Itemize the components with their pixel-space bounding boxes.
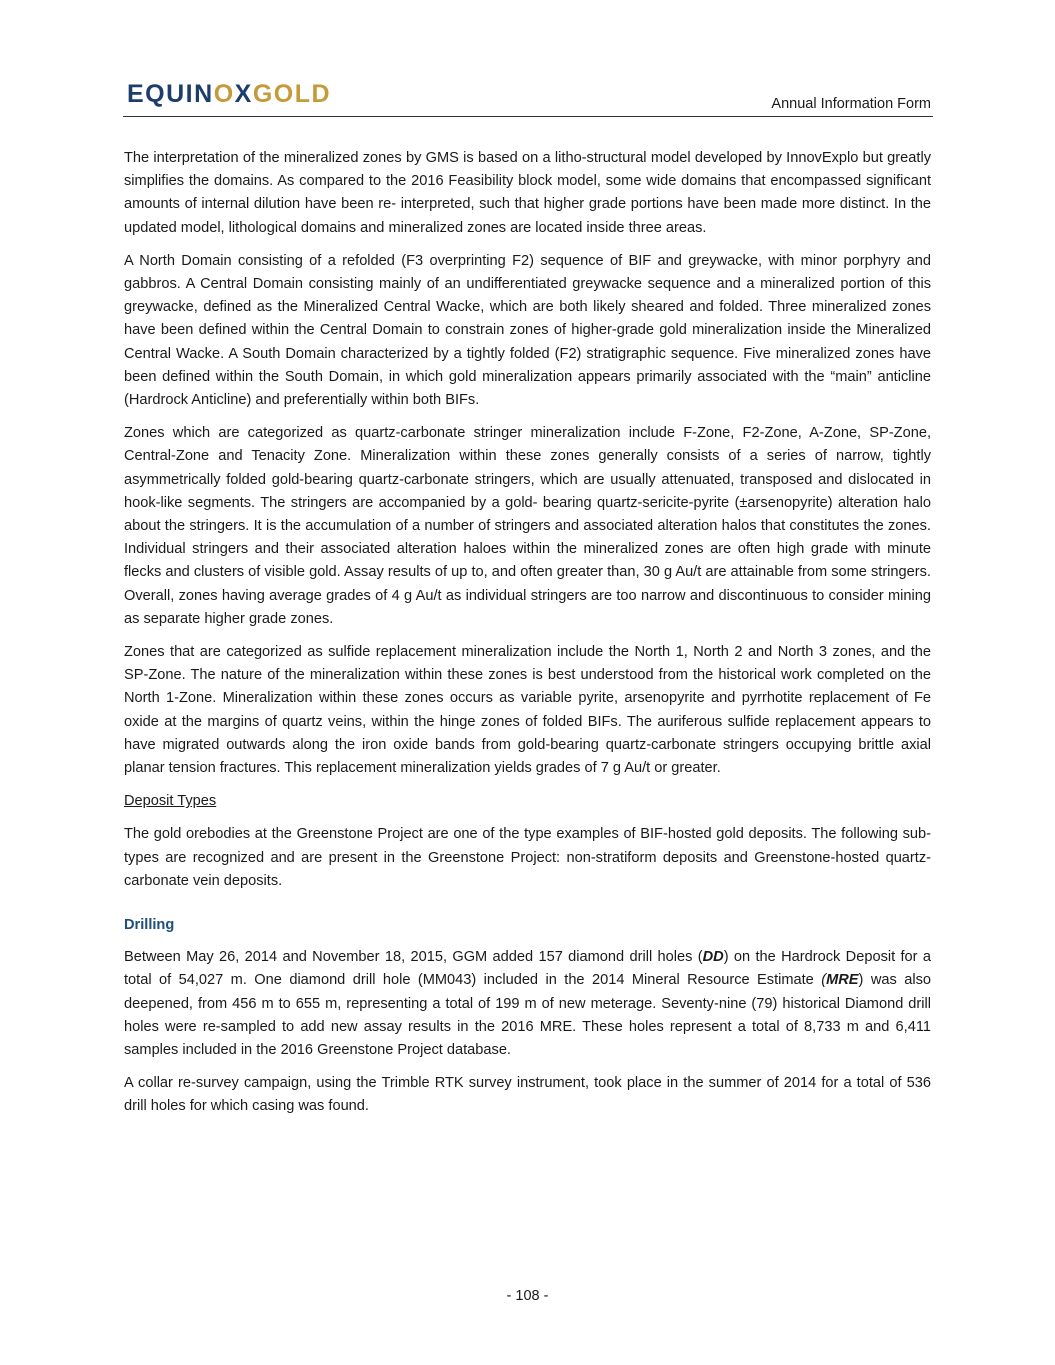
drilling-paragraph-2: A collar re-survey campaign, using the Trimble RTK survey instrument, took place in the summer of 2014 for a total of 536 drill holes for which casing was found.: [124, 1075, 931, 1115]
paragraph-domains: A North Domain consisting of a refolded (F3 overprinting F2) sequence of BIF and greywacke, with minor porphyry and gabbros. A Central Domain consisting mainly of an undifferentiated greywacke sequence and a mineralized portion of this greywacke, defined as the Mineralized Central Wacke, which are both likely sheared and folded. Three mineralized zones have been defined within the Central Domain to constrain zones of higher-grade gold mineralization inside the Mineralized Central Wacke. A South Domain characterized by a tightly folded (F2) stratigraphic sequence. Five mineralized zones have been defined within the South Domain, in which gold mineralization appears primarily associated with the “main” anticline (Hardrock Anticline) and preferentially within both BIFs.: [124, 252, 931, 409]
equinox-gold-logo: EQUINOXGOLD: [127, 80, 332, 108]
deposit-types-heading: Deposit Types: [124, 793, 217, 810]
drilling-paragraph-1: Between May 26, 2014 and November 18, 2015, GGM added 157 diamond drill holes (DD) on the Hardrock Deposit for a total of 54,027 m. One diamond drill hole (MM043) included in the 2014 Mineral Resource Estimate (MRE) was also deepened, from 456 m to 655 m, representing a total of 199 m of new meterage. Seventy-nine (79) historical Diamond drill holes were re-sampled to add new assay results in the 2016 MRE. These holes represent a total of 8,733 m and 6,411 samples included in the 2016 Greenstone Project database.: [124, 949, 931, 1058]
page-body: [124, 147, 931, 1129]
paragraph-stringer-mineralization: Zones which are categorized as quartz-carbonate stringer mineralization include F-Zone, F2-Zone, A-Zone, SP-Zone, Central-Zone and Tenacity Zone. Mineralization within these zones generally consists of a series of narrow, tightly asymmetrically folded gold-bearing quartz-carbonate stringers, which are usually attenuated, transposed and dislocated in hook-like segments. The stringers are accompanied by a gold- bearing quartz-sericite-pyrite (±arsenopyrite) alteration halo about the stringers. It is the accumulation of a number of stringers and associated alteration halos that constitutes the zones. Individual stringers and their associated alteration haloes within the mineralized zones are often high grade with minute flecks and clusters of visible gold. Assay results of up to, and often greater than, 30 g Au/t are attainable from some stringers. Overall, zones having average grades of 4 g Au/t as individual stringers are too narrow and discontinuous to consider mining as separate higher grade zones.: [124, 425, 931, 627]
document-type-label: Annual Information Form: [771, 96, 931, 112]
page-header: [123, 78, 933, 117]
paragraph-sulfide-replacement: Zones that are categorized as sulfide replacement mineralization include the North 1, North 2 and North 3 zones, and the SP-Zone. The nature of the mineralization within these zones is best understood from the historical work completed on the North 1-Zone. Mineralization within these zones occurs as variable pyrite, arsenopyrite and pyrrhotite replacement of Fe oxide at the margins of quartz veins, within the hinge zones of folded BIFs. The auriferous sulfide replacement appears to have migrated outwards along the iron oxide bands from gold-bearing quartz-carbonate stringers occupying brittle axial planar tension fractures. This replacement mineralization yields grades of 7 g Au/t or greater.: [124, 644, 931, 777]
deposit-types-paragraph: The gold orebodies at the Greenstone Project are one of the type examples of BIF-hosted gold deposits. The following sub-types are recognized and are present in the Greenstone Project: non-stratiform deposits and Greenstone-hosted quartz-carbonate vein deposits.: [124, 826, 931, 889]
drilling-heading: Drilling: [124, 917, 175, 934]
paragraph-mineralized-zones: The interpretation of the mineralized zones by GMS is based on a litho-structural model developed by InnovExplo but greatly simplifies the domains. As compared to the 2016 Feasibility block model, some wide domains that encompassed significant amounts of internal dilution have been re- interpreted, such that higher grade portions have been made more distinct. In the updated model, lithological domains and mineralized zones are located inside three areas.: [124, 150, 931, 236]
page-number: - 108 -: [506, 1288, 549, 1304]
